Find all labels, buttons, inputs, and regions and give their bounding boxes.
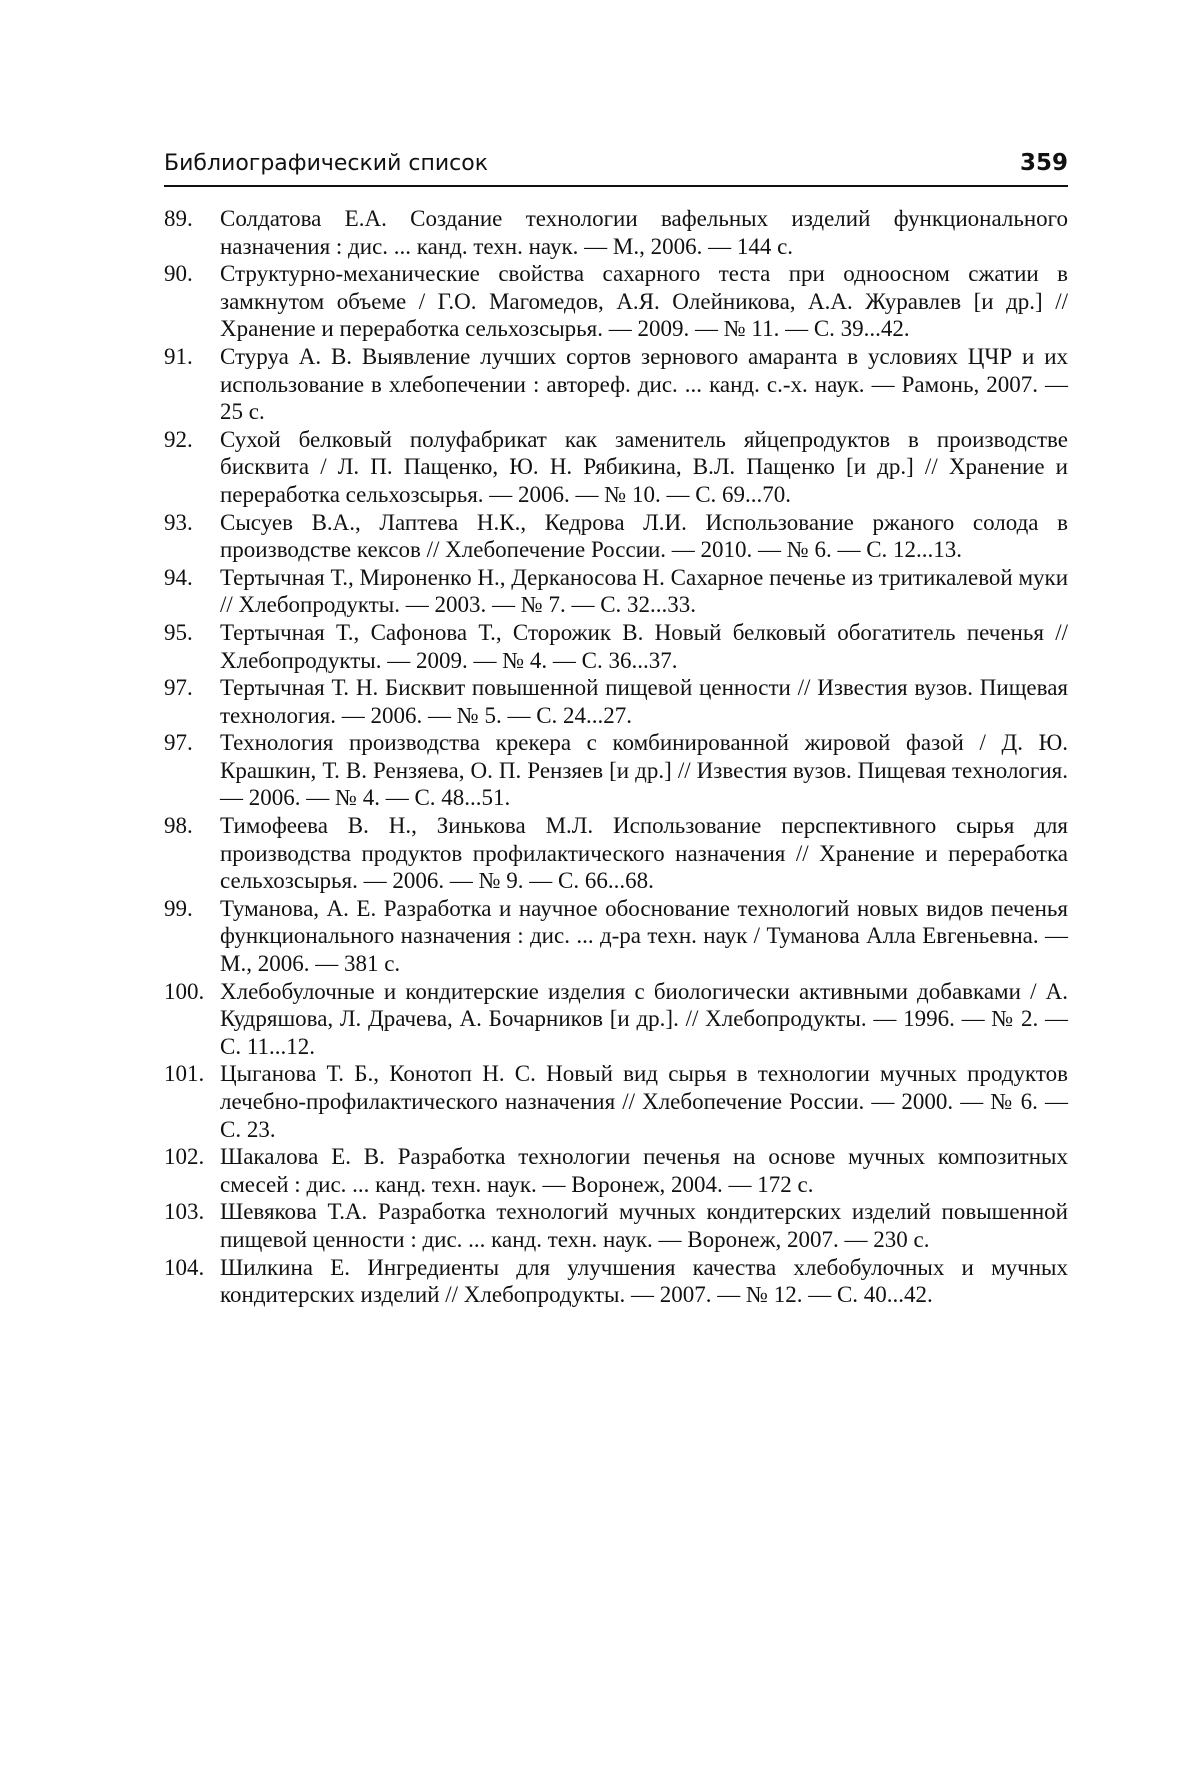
reference-number: 102. [164, 1144, 205, 1170]
reference-item [164, 509, 1068, 564]
reference-number: 94. [164, 564, 193, 590]
reference-number: 104. [164, 1254, 205, 1280]
book-page [164, 148, 1068, 1309]
reference-number: 95. [164, 619, 193, 645]
page-number: 359 [1019, 150, 1068, 176]
reference-item [164, 260, 1068, 343]
reference-list [164, 205, 1068, 1309]
running-header [164, 148, 1068, 187]
reference-item [164, 729, 1068, 812]
reference-text: Тертычная Т., Сафонова Т., Сторожик В. Новый белковый обогатитель печенья // Хлебопродукты. — 2009. — № 4. — С. 36...37. [220, 619, 1068, 673]
reference-text: Стуруа А. В. Выявление лучших сортов зернового амаранта в условиях ЦЧР и их использование в хлебопечении : автореф. дис. ... канд. с.-х. наук. — Рамонь, 2007. — 25 с. [220, 343, 1068, 425]
reference-number: 103. [164, 1199, 205, 1225]
section-title: Библиографический список [164, 151, 489, 176]
reference-text: Тертычная Т. Н. Бисквит повышенной пищевой ценности // Известия вузов. Пищевая технология. — 2006. — № 5. — С. 24...27. [220, 675, 1068, 728]
reference-item [164, 978, 1068, 1061]
reference-number: 97. [164, 675, 193, 701]
reference-text: Сысуев В.А., Лаптева Н.К., Кедрова Л.И. Использование ржаного солода в производстве кексов // Хлебопечение России. — 2010. — № 6. — С. 12...13. [220, 509, 1068, 563]
reference-number: 93. [164, 509, 193, 535]
reference-item [164, 1143, 1068, 1198]
reference-item [164, 1060, 1068, 1143]
reference-text: Шакалова Е. В. Разработка технологии печенья на основе мучных композитных смесей : дис. ... канд. техн. наук. — Воронеж, 2004. — 172 с. [220, 1144, 1068, 1197]
reference-text: Сухой белковый полуфабрикат как заменитель яйцепродуктов в производстве бисквита / Л. П. Пащенко, Ю. Н. Рябикина, В.Л. Пащенко [и др.] // Хранение и переработка сельхозсырья. — 2006. — № 10. — С. 69...70. [220, 426, 1068, 507]
reference-text: Структурно-механические свойства сахарного теста при одноосном сжатии в замкнутом объеме / Г.О. Магомедов, А.Я. Олейникова, А.А. Журавлев [и др.] // Хранение и переработка сельхозсырья. — 2009. — № 11. — С. 39...42. [220, 261, 1068, 342]
reference-number: 98. [164, 813, 193, 839]
reference-number: 92. [164, 426, 193, 452]
reference-number: 90. [164, 261, 193, 287]
reference-number: 89. [164, 206, 193, 231]
reference-text: Хлебобулочные и кондитерские изделия с биологически активными добавками / А. Кудряшова, Л. Драчева, А. Бочарников [и др.]. // Хлебопродукты. — 1996. — № 2. — С. 11...12. [220, 978, 1068, 1059]
reference-item [164, 426, 1068, 509]
reference-item [164, 205, 1068, 260]
reference-item [164, 895, 1068, 978]
reference-number: 99. [164, 895, 193, 921]
reference-number: 97. [164, 730, 193, 756]
reference-text: Тимофеева В. Н., Зинькова М.Л. Использование перспективного сырья для производства продуктов профилактического назначения // Хранение и переработка сельхозсырья. — 2006. — № 9. — С. 66...68. [220, 813, 1068, 894]
reference-text: Туманова, А. Е. Разработка и научное обоснование технологий новых видов печенья функционального назначения : дис. ... д-ра техн. наук / Туманова Алла Евгеньевна. — М., 2006. — 381 с. [220, 895, 1068, 977]
reference-item [164, 343, 1068, 426]
reference-item [164, 564, 1068, 619]
reference-item [164, 619, 1068, 674]
reference-text: Шевякова Т.А. Разработка технологий мучных кондитерских изделий повышенной пищевой ценности : дис. ... канд. техн. наук. — Воронеж, 2007. — 230 с. [220, 1199, 1068, 1252]
reference-item [164, 1198, 1068, 1253]
reference-number: 101. [164, 1061, 205, 1087]
reference-item [164, 674, 1068, 729]
reference-item [164, 1254, 1068, 1309]
reference-text: Тертычная Т., Мироненко Н., Дерканосова Н. Сахарное печенье из тритикалевой муки // Хлебопродукты. — 2003. — № 7. — С. 32...33. [220, 564, 1068, 618]
reference-number: 100. [164, 978, 205, 1004]
reference-number: 91. [164, 343, 193, 369]
reference-text: Технология производства крекера с комбинированной жировой фазой / Д. Ю. Крашкин, Т. В. Рензяева, О. П. Рензяев [и др.] // Известия вузов. Пищевая технология. — 2006. — № 4. — С. 48...51. [220, 730, 1068, 811]
reference-text: Цыганова Т. Б., Конотоп Н. С. Новый вид сырья в технологии мучных продуктов лечебно-профилактического назначения // Хлебопечение России. — 2000. — № 6. — С. 23. [220, 1061, 1068, 1142]
reference-item [164, 812, 1068, 895]
reference-text: Шилкина Е. Ингредиенты для улучшения качества хлебобулочных и мучных кондитерских изделий // Хлебопродукты. — 2007. — № 12. — С. 40...42. [220, 1254, 1068, 1308]
reference-text: Солдатова Е.А. Создание технологии вафельных изделий функционального назначения : дис. ... канд. техн. наук. — М., 2006. — 144 с. [220, 206, 1068, 259]
